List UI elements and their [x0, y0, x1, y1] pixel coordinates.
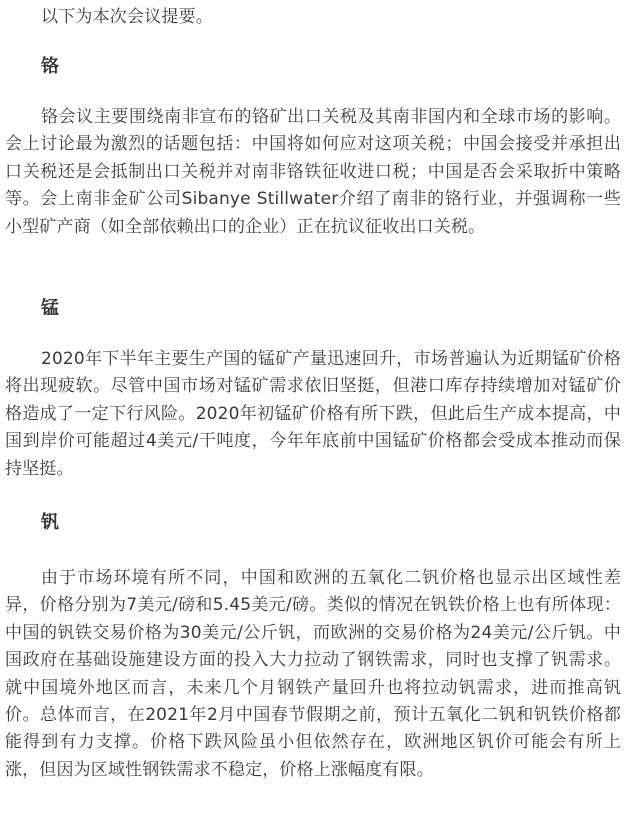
section-body-vanadium: 由于市场环境有所不同，中国和欧洲的五氧化二钒价格也显示出区域性差异，价格分别为7美元/磅和5.45美元/磅。类似的情况在钒铁价格上也有所体现：中国的钒铁交易价格为30美元/公斤钒，而欧洲的交易价格为24美元/公斤钒。中国政府在基础设施建设方面的投入大力拉动了钢铁需求，同时也支撑了钒需求。就中国境外地区而言，未来几个月钢铁产量回升也将拉动钒需求，进而推高钒价。总体而言，在2021年2月中国春节假期之前，预计五氧化二钒和钒铁价格都能得到有力支撑。价格下跌风险虽小但依然存在，欧洲地区钒价可能会有所上涨，但因为区域性钢铁需求不稳定，价格上涨幅度有限。 — [5, 568, 621, 780]
section-body-manganese: 2020年下半年主要生产国的锰矿产量迅速回升，市场普遍认为近期锰矿价格将出现疲软。尽管中国市场对锰矿需求依旧坚挺，但港口库存持续增加对锰矿价格造成了一定下行风险。2020年初锰矿价格有所下跌，但此后生产成本提高，中国到岸价可能超过4美元/干吨度，今年年底前中国锰矿价格都会受成本推动而保持坚挺。 — [5, 349, 621, 479]
section-body-chromium: 铬会议主要围绕南非宣布的铬矿出口关税及其南非国内和全球市场的影响。会上讨论最为激烈的话题包括：中国将如何应对这项关税；中国会接受并承担出口关税还是会抵制出口关税并对南非铬铁征收进口税；中国是否会采取折中策略等。会上南非金矿公司Sibanye Stillwater介绍了南非的铬行业，并强调称一些小型矿产商（如全部依赖出口的企业）正在抗议征收出口关税。 — [5, 107, 621, 237]
section-heading-vanadium: 钒 — [41, 512, 59, 533]
section-heading-chromium: 铬 — [41, 56, 59, 77]
intro-text: 以下为本次会议提要。 — [41, 7, 213, 27]
section-heading-manganese: 锰 — [41, 298, 59, 319]
